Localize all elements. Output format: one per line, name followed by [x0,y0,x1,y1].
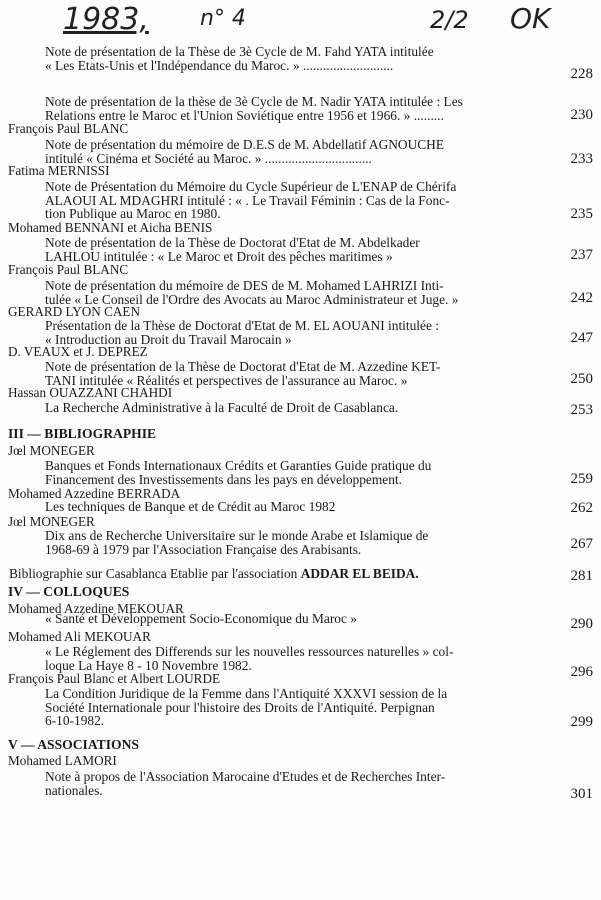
page-number: 228 [570,66,593,82]
author-name: D. VEAUX et J. DEPREZ [8,344,148,359]
page-number: 262 [570,500,593,516]
entry-title-line: TANI intitulée « Réalités et perspectives de l'assurance au Maroc. » [45,372,408,388]
handwritten-year: 1983, [63,2,149,37]
entry-title-line: ALAOUI AL MDAGHRI intitulé : « . Le Travail Féminin : Cas de la Fonc- [45,192,450,208]
author-name: François Paul BLANC [8,121,129,136]
author-name: Jœl MONEGER [8,514,95,529]
entry-title-line: Note de Présentation du Mémoire du Cycle Supérieur de L'ENAP de Chérifa [45,179,457,194]
toc-entry [0,566,601,584]
entry-title-line: La Recherche Administrative à la Faculté de Droit de Casablanca. [45,400,399,415]
entry-title-line: « Santé et Développement Socio-Economique du Maroc » [45,611,357,626]
entry-title-line: Relations entre le Maroc et l'Union Soviétique entre 1956 et 1966. » ......... [45,107,444,123]
entry-title-line: Les techniques de Banque et de Crédit au Maroc 1982 [45,499,336,514]
toc-entry [0,319,601,346]
author-name: Mohamed Azzedine BERRADA [8,486,181,501]
entry-title-line: « Le Réglement des Differends sur les nouvelles ressources naturelles » col- [45,644,454,659]
entry-title-line: Bibliographie sur Casablanca Etablie par l'association ADDAR EL BEIDA. [9,566,419,581]
page-number: 267 [570,536,593,552]
toc-entry [0,529,601,556]
toc-entry [0,236,601,263]
section-heading: IV — COLLOQUES [8,584,130,599]
author-name: Mohamed Ali MEKOUAR [8,629,151,644]
page-number: 235 [570,206,593,222]
entry-title-line: Note de présentation du mémoire de D.E.S de M. Abdellatif AGNOUCHE [45,137,445,152]
page-number: 233 [570,151,593,167]
entry-title-line: intitulé « Cinéma et Société au Maroc. » ................................ [45,150,372,166]
author-name: Hassan OUAZZANI CHAHDI [8,385,173,400]
entry-title-line: tion Publique au Maroc en 1980. [45,206,221,222]
page-number: 253 [570,402,593,418]
entry-title-line: Note de présentation du mémoire de DES de M. Mohamed LAHRIZI Inti- [45,278,444,293]
toc-entry [0,769,601,802]
toc-entry [0,459,601,486]
entry-title-line: 1968-69 à 1979 par l'Association Française des Arabisants. [45,541,362,557]
toc-entry [0,138,601,165]
entry-title-line: Dix ans de Recherche Universitaire sur le monde Arabe et Islamique de [45,528,429,543]
handwritten-issue-number: n° 4 [200,6,246,31]
entry-title-line: Note de présentation de la Thèse de 3è Cycle de M. Fahd YATA intitulée [45,44,434,59]
author-name: Fatima MERNISSI [8,163,110,178]
page-number: 250 [570,371,593,387]
page-number: 296 [570,664,593,680]
entry-title-line: tulée « Le Conseil de l'Ordre des Avocats au Maroc Administrateur et Juge. » [45,291,459,307]
page-number: 259 [570,471,593,487]
page-number: 301 [570,786,593,802]
toc-entry [0,611,601,632]
entry-title-line: Banques et Fonds Internationaux Crédits et Garanties Guide pratique du [45,458,432,473]
author-name: François Paul BLANC [8,262,129,277]
toc-entry [0,687,601,728]
author-name: GERARD LYON CAEN [8,304,141,319]
entry-title-line: Présentation de la Thèse de Doctorat d'Etat de M. EL AOUANI intitulée : [45,318,439,333]
toc-entry [0,44,601,82]
entry-title-line: « Introduction au Droit du Travail Marocain » [45,331,292,347]
page-number: 247 [570,330,593,346]
author-name: François Paul Blanc et Albert LOURDE [8,671,221,686]
entry-bold-tail: ADDAR EL BEIDA. [300,566,419,581]
entry-title-line: La Condition Juridique de la Femme dans l'Antiquité XXXVI session de la [45,686,448,701]
entry-title-line: 6-10-1982. [45,713,105,729]
handwritten-ratio: 2/2 [430,6,469,34]
entry-title-line: Note à propos de l'Association Marocaine d'Etudes et de Recherches Inter- [45,769,446,784]
section-heading: V — ASSOCIATIONS [8,737,139,752]
handwritten-ok: OK [510,2,551,35]
page-number: 290 [570,616,593,632]
toc-entry [0,180,601,221]
entry-title-line: Financement des Investissements dans les pays en développement. [45,471,402,487]
author-name: Mohamed BENNANI et Aicha BENIS [8,220,213,235]
author-name: Mohamed Azzedine MEKOUAR [8,601,184,616]
author-name: Jœl MONEGER [8,443,95,458]
entry-title-line: « Les Etats-Unis et l'Indépendance du Maroc. » ........................... [45,57,394,73]
page-number: 242 [570,290,593,306]
page-number: 299 [570,714,593,730]
entry-title-line: Société Internationale pour l'histoire des Droits de l'Antiquité. Perpignan [45,699,435,715]
toc-entry [0,400,601,418]
entry-title-line: nationales. [45,782,103,798]
toc-entry [0,279,601,306]
entry-title-line: Note de présentation de la Thèse de Doctorat d'Etat de M. Abdelkader [45,235,420,250]
toc-entry [0,360,601,387]
section-heading: III — BIBLIOGRAPHIE [8,426,157,441]
page-number: 230 [570,107,593,123]
author-name: Mohamed LAMORI [8,753,117,768]
entry-title-line: loque La Haye 8 - 10 Novembre 1982. [45,657,252,673]
page-number: 237 [570,247,593,263]
toc-entry [0,95,601,122]
entry-title-line: Note de présentation de la Thèse de Doctorat d'Etat de M. Azzedine KET- [45,359,441,374]
entry-title-line: Note de présentation de la thèse de 3è Cycle de M. Nadir YATA intitulée : Les [45,94,463,109]
page-number: 281 [570,568,593,584]
entry-title-line: LAHLOU intitulée : « Le Maroc et Droit des pêches maritimes » [45,248,393,264]
toc-entry [0,500,601,514]
